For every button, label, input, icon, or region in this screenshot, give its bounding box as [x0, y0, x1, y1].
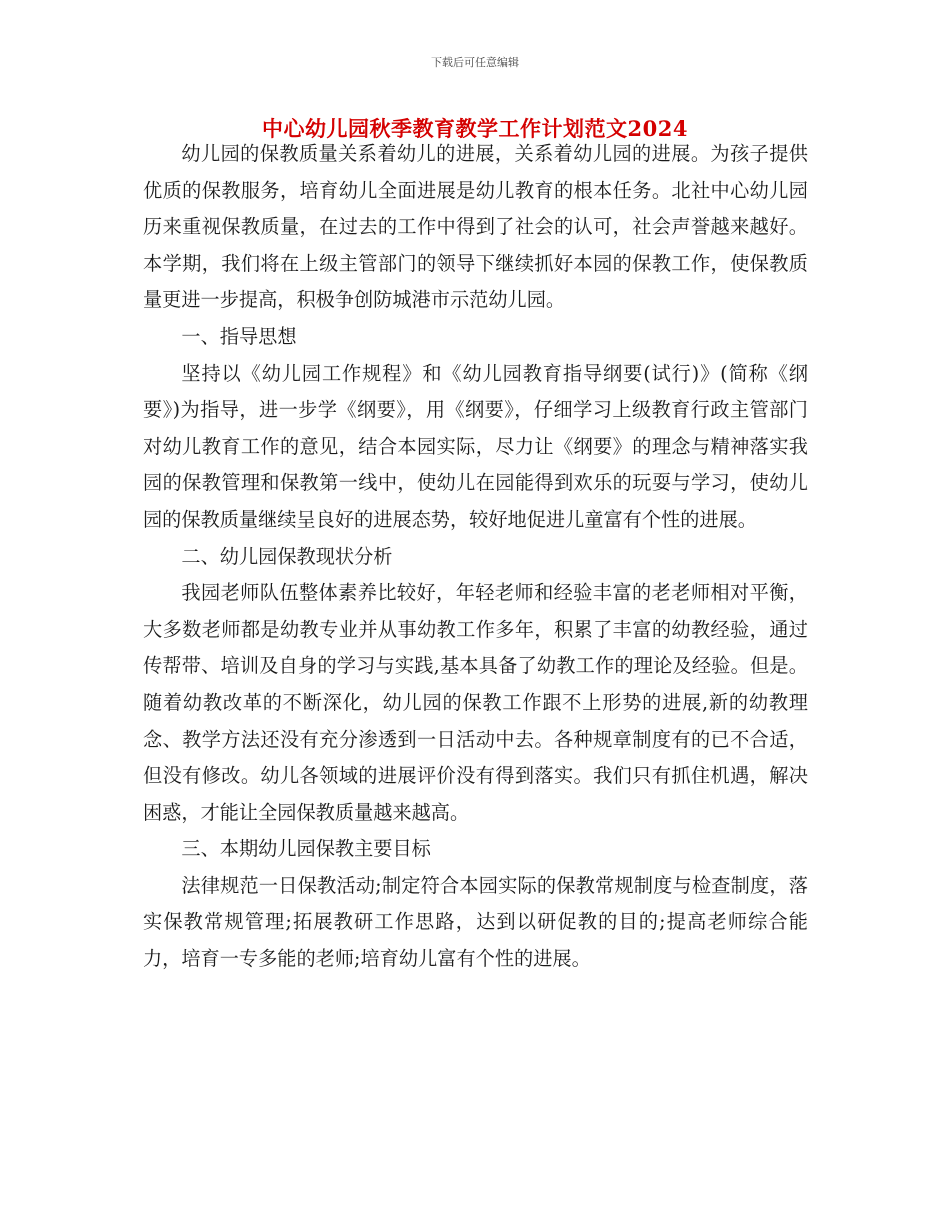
- section-heading-2: 二、幼儿园保教现状分析: [181, 544, 393, 568]
- section-heading-1: 一、指导思想: [181, 324, 297, 348]
- paragraph-main-goals: 法律规范一日保教活动;制定符合本园实际的保教常规制度与检查制度，落实保教常规管理;拓展教研工作思路，达到以研促教的目的;提高老师综合能力，培育一专多能的老师;培育幼儿富有个性的进展。: [143, 873, 808, 971]
- section-heading-3: 三、本期幼儿园保教主要目标: [181, 837, 431, 861]
- paragraph-intro: 幼儿园的保教质量关系着幼儿的进展，关系着幼儿园的进展。为孩子提供优质的保教服务，培育幼儿全面进展是幼儿教育的根本任务。北社中心幼儿园历来重视保教质量，在过去的工作中得到了社会的认可，社会声誉越来越好。本学期，我们将在上级主管部门的领导下继续抓好本园的保教工作，使保教质量更进一步提高，积极争创防城港市示范幼儿园。: [143, 142, 808, 312]
- page-header-note: 下载后可任意编辑: [431, 56, 519, 69]
- document-title: 中心幼儿园秋季教育教学工作计划范文2024: [262, 116, 688, 141]
- paragraph-status-analysis: 我园老师队伍整体素养比较好，年轻老师和经验丰富的老老师相对平衡，大多数老师都是幼教专业并从事幼教工作多年，积累了丰富的幼教经验，通过传帮带、培训及自身的学习与实践,基本具备了幼教工作的理论及经验。但是。随着幼教改革的不断深化，幼儿园的保教工作跟不上形势的进展,新的幼教理念、教学方法还没有充分渗透到一日活动中去。各种规章制度有的已不合适，但没有修改。幼儿各领域的进展评价没有得到落实。我们只有抓住机遇，解决困惑，才能让全园保教质量越来越高。: [143, 581, 808, 824]
- document-body: [143, 136, 808, 978]
- paragraph-guiding-ideology: 坚持以《幼儿园工作规程》和《幼儿园教育指导纲要(试行)》(简称《纲要》)为指导，进一步学《纲要》，用《纲要》，仔细学习上级教育行政主管部门对幼儿教育工作的意见，结合本园实际，尽力让《纲要》的理念与精神落实我园的保教管理和保教第一线中，使幼儿在园能得到欢乐的玩耍与学习，使幼儿园的保教质量继续呈良好的进展态势，较好地促进儿童富有个性的进展。: [143, 361, 808, 531]
